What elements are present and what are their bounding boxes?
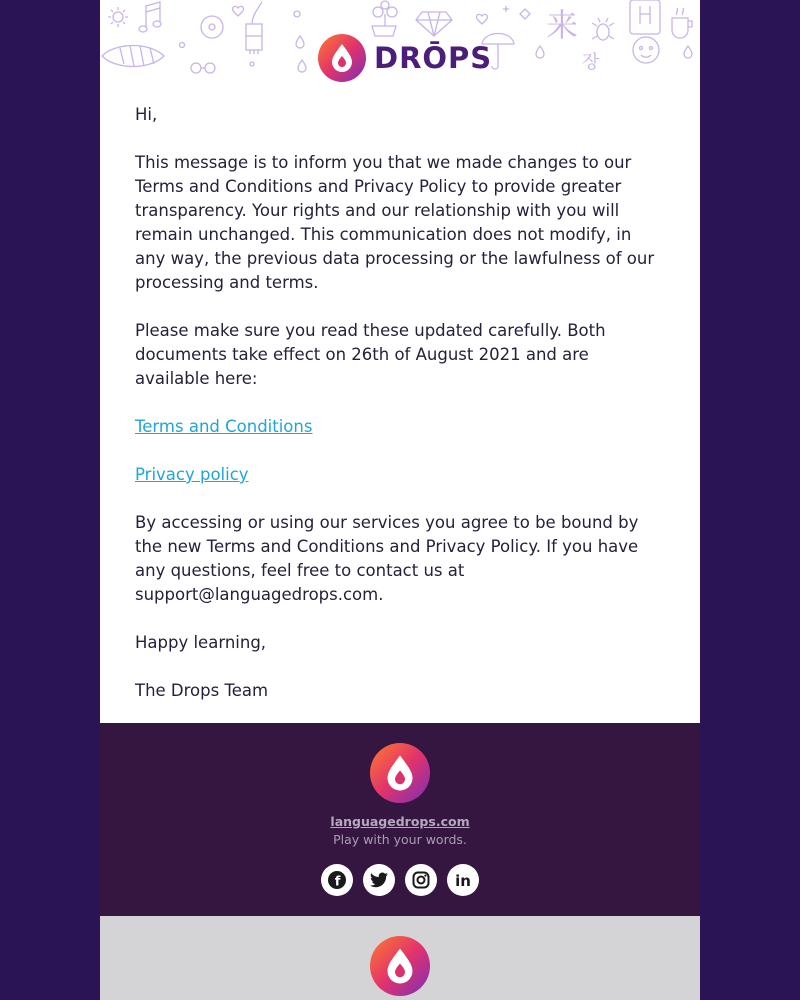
paragraph-changes: This message is to inform you that we made changes to our Terms and Conditions and Privacy Policy to provide greater transparency. Your rights and our relationship with you will remain unchanged. This communication does not modify, in any way, the previous data processing or the lawfulness of our processing and terms. [135,153,655,292]
facebook-button[interactable] [321,864,353,896]
drops-logo[interactable] [318,34,492,82]
footer-drop-logo-icon[interactable] [370,743,430,803]
linkedin-glyph: in [455,872,471,889]
facebook-glyph: f [334,874,341,889]
paragraph-documents: Please make sure you read these updated carefully. Both documents take effect on 26th of August 2021 and are available here: [135,321,606,388]
social-links [321,864,479,896]
email-container [100,0,700,1000]
closing: Happy learning, [135,633,267,652]
twitter-icon [370,872,388,888]
privacy-link[interactable]: Privacy policy [135,465,249,484]
instagram-button[interactable] [405,864,437,896]
website-link[interactable]: languagedrops.com [330,814,470,829]
instagram-icon [412,871,430,889]
signature: The Drops Team [135,681,269,700]
email-bottom-band [100,916,700,1000]
tagline: Play with your words. [333,832,467,847]
email-footer [100,723,700,916]
doodle-glyph-lai: 来 [546,6,579,44]
email-body [100,92,700,723]
paragraph-agreement: By accessing or using our services you agree to be bound by the new Terms and Conditions and Privacy Policy. If you have any questions, feel free to contact us at support@languagedrops.com. [135,513,639,604]
bottom-drop-logo-icon[interactable] [370,936,430,996]
doodle-glyph-jang: 장 [582,52,600,73]
linkedin-button[interactable] [447,864,479,896]
facebook-icon [328,871,346,889]
drop-logo-icon [318,34,366,82]
email-header [100,0,700,92]
twitter-button[interactable] [363,864,395,896]
greeting: Hi, [135,105,158,124]
linkedin-icon [454,871,472,889]
terms-link[interactable]: Terms and Conditions [135,417,313,436]
brand-name: DRŌPS [374,41,493,75]
